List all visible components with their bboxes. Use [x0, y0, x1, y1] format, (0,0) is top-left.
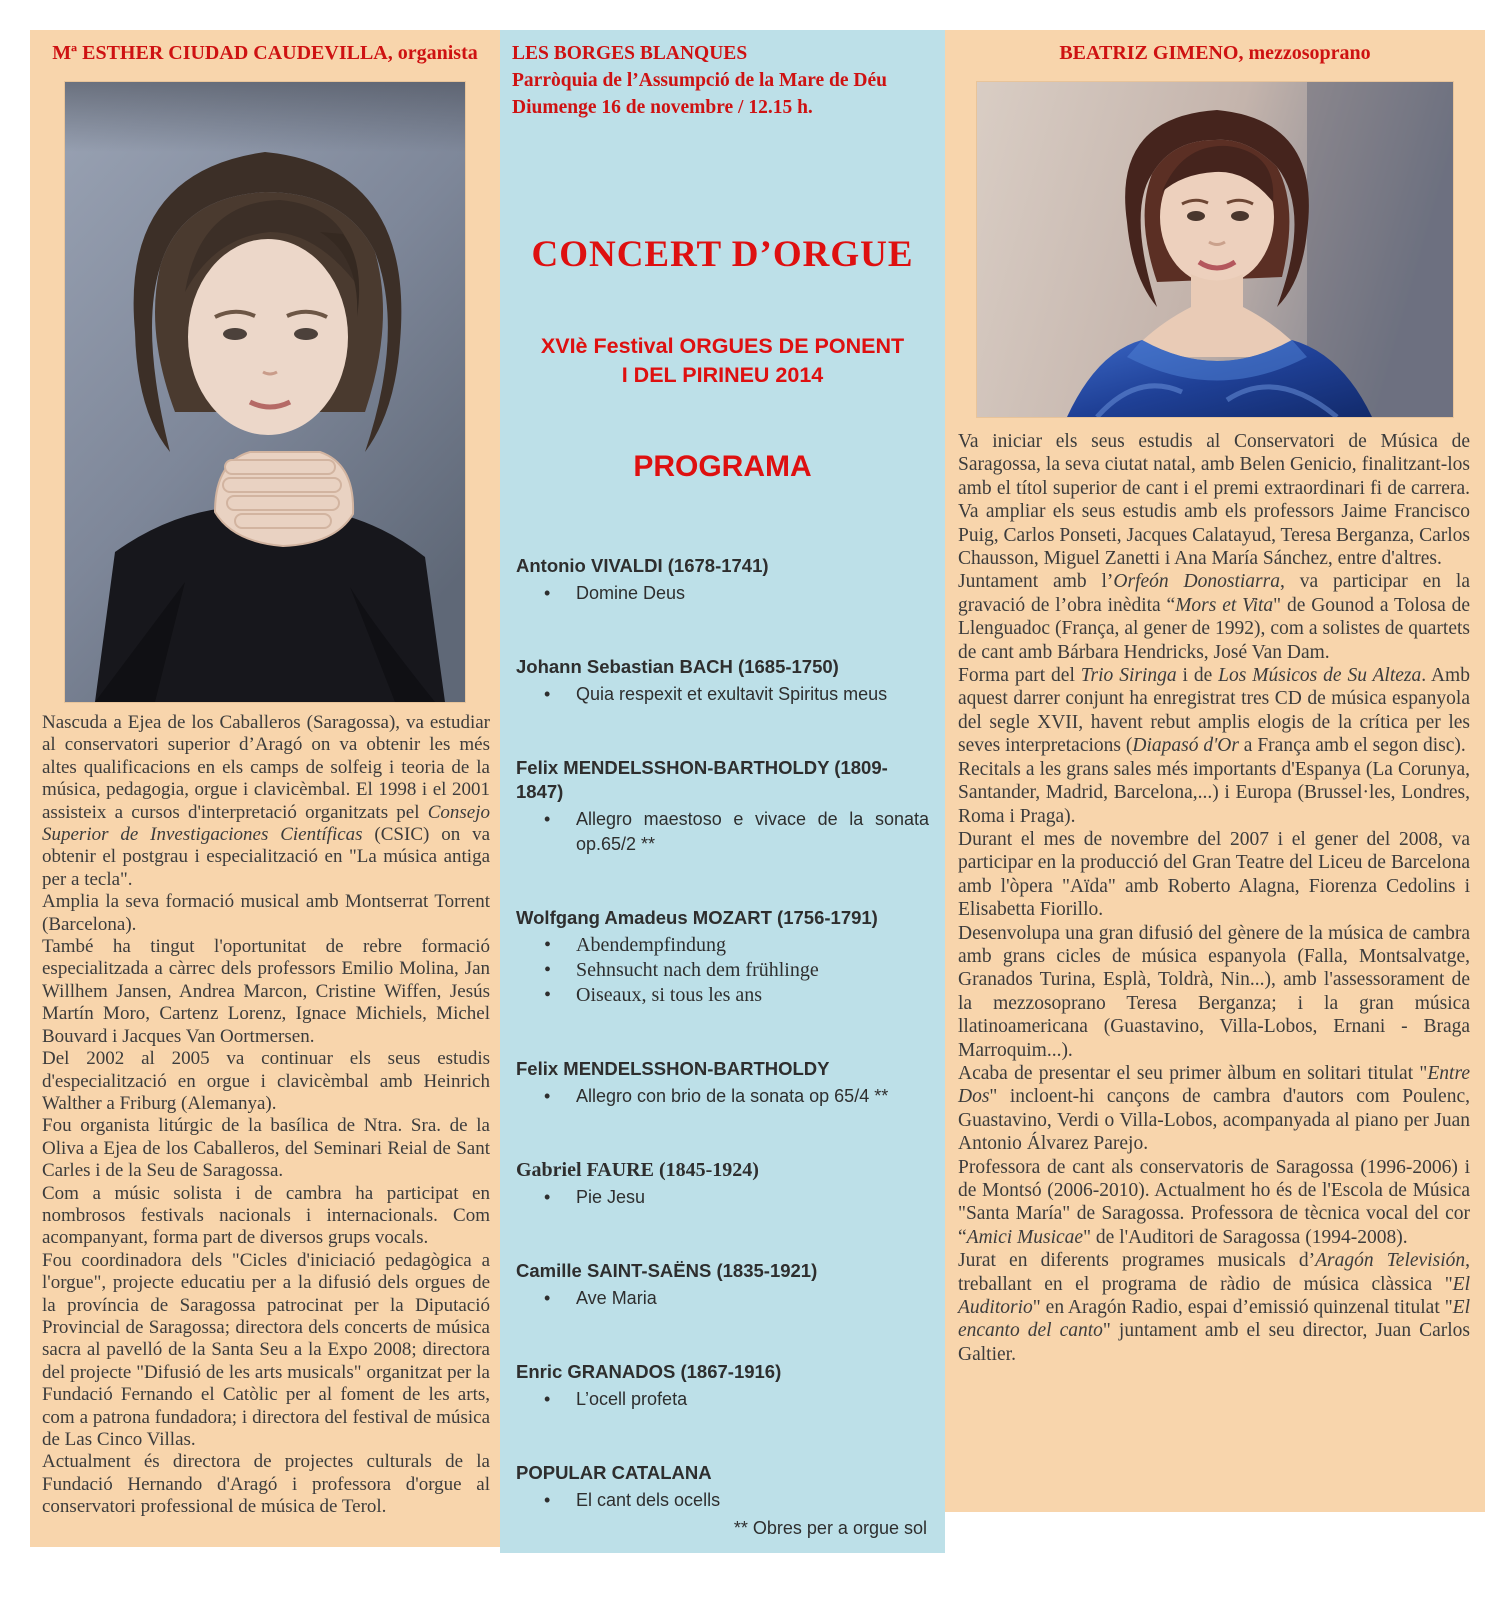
bio-paragraph: Fou coordinadora dels "Cicles d'iniciació pedagògica a l'orgue", projecte educatiu per a la difusió dels orgues de la província de Saragossa patrocinat per la Diputació Provincial de Saragossa; directora dels concerts de música sacra al pavelló de la Santa Seu a la Expo 2008; directora del projecte "Difusió de les arts musicals" organitzat per la Fundació Fernando el Catòlic per al foment de les arts, com a patrona fundadora; i directora del festival de música de Las Cinco Villas. — [42, 1249, 490, 1450]
composer-name: POPULAR CATALANA — [516, 1462, 712, 1483]
piece-item: • Allegro con brio de la sonata op 65/4 ** — [516, 1084, 929, 1109]
bio-paragraph: Fou organista litúrgic de la basílica de Ntra. Sra. de la Oliva a Ejea de los Caballeros, del Seminari Reial de Sant Carles i de la Seu de Saragossa. — [42, 1115, 490, 1182]
venue-datetime: Diumenge 16 de novembre / 12.15 h. — [512, 97, 813, 118]
bio-paragraph: Va iniciar els seus estudis al Conservatori de Música de Saragossa, la seva ciutat natal, amb Belen Genicio, finalitzant-los amb el títol superior de cant i el premi extraordinari fi de carrera. Va ampliar els seus estudis amb els professors Jaime Francisco Puig, Carlos Ponseti, Jacques Calatayud, Teresa Berganza, Carlos Chausson, Miguel Zanetti i Ana María Sánchez, entre d'altres. — [958, 431, 1470, 570]
piece-item: • Sehnsucht nach dem frühlinge — [516, 958, 929, 983]
bio-paragraph: També ha tingut l'oportunitat de rebre formació especialitzada a càrrec dels professors Emilio Molina, Jan Willhem Jansen, Andrea Marcon, Cristine Wiffen, Jesús Martín Moro, Cartenz Lorenz, Ignace Michiels, Michel Bouvard i Jacques Van Oortmersen. — [42, 936, 490, 1047]
piece-item: • Ave Maria — [516, 1286, 929, 1311]
program-list — [500, 554, 945, 1513]
concert-title: CONCERT D’ORGUE — [531, 234, 914, 275]
composer-name: Camille SAINT-SAËNS (1835-1921) — [516, 1260, 818, 1281]
program-group — [516, 1461, 929, 1513]
mezzosoprano-panel — [945, 30, 1485, 1512]
piece-item: • Allegro maestoso e vivace de la sonata op.65/2 ** — [516, 807, 929, 857]
bio-paragraph: Recitals a les grans sales més importants d'Espanya (La Corunya, Santander, Madrid, Barcelona,...) i Europa (Brussel·les, Londres, Roma i Praga). — [958, 758, 1470, 827]
piece-list — [516, 682, 929, 707]
piece-item: • Pie Jesu — [516, 1185, 929, 1210]
festival-line-1: XVIè Festival ORGUES DE PONENT — [540, 334, 905, 358]
program-group — [516, 1158, 929, 1210]
program-panel — [500, 30, 945, 1553]
piece-list — [516, 1488, 929, 1513]
mezzosoprano-bio — [945, 418, 1485, 1366]
festival-line-2: I DEL PIRINEU 2014 — [621, 363, 824, 387]
program-group — [516, 906, 929, 1008]
piece-list — [516, 933, 929, 1008]
organist-header: Mª ESTHER CIUDAD CAUDEVILLA, organista — [52, 42, 478, 64]
bio-paragraph: Professora de cant als conservatoris de Saragossa (1996-2006) i de Montsó (2006-2010). Actualment ho és de l'Escola de Música "Santa María" de Saragossa. Professora de tècnica vocal del cor “Amici Musicae" de l'Auditori de Saragossa (1994-2008). — [958, 1156, 1470, 1248]
mezzosoprano-portrait-photo — [976, 81, 1454, 418]
mezzosoprano-header: BEATRIZ GIMENO, mezzosoprano — [1059, 42, 1371, 64]
bio-paragraph: Amplia la seva formació musical amb Montserrat Torrent (Barcelona). — [42, 891, 490, 935]
piece-item: • Quia respexit et exultavit Spiritus meus — [516, 682, 929, 707]
bio-paragraph: Actualment és directora de projectes culturals de la Fundació Hernando d'Aragó i professora d'orgue al conservatori professional de música de Terol. — [42, 1451, 490, 1518]
bio-paragraph: Jurat en diferents programes musicals d’Aragón Televisión, treballant en el programa de ràdio de música clàssica "El Auditorio" en Aragón Radio, espai d’emissió quinzenal titulat "El encanto del canto" juntament amb el seu director, Juan Carlos Galtier. — [958, 1250, 1471, 1365]
bio-paragraph: Del 2002 al 2005 va continuar els seus estudis d'especialització en orgue i clavicèmbal amb Heinrich Walther a Friburg (Alemanya). — [42, 1048, 490, 1114]
bio-paragraph: Nascuda a Ejea de los Caballeros (Saragossa), va estudiar al conservatori superior d’Aragó on va obtenir les més altes qualificacions en els camps de solfeig i teoria de la música, pedagogia, orgue i clavicèmbal. El 1998 i el 2001 assisteix a cursos d'interpretació organitzats pel Consejo Superior de Investigaciones Científicas (CSIC) on va obtenir el postgrau i especialització en "La música antiga per a tecla". — [42, 712, 490, 890]
piece-item: • Oiseaux, si tous les ans — [516, 983, 929, 1008]
organist-panel — [30, 30, 500, 1547]
bio-paragraph: Forma part del Trio Siringa i de Los Músicos de Su Alteza. Amb aquest darrer conjunt ha enregistrat tres CD de música espanyola del segle XVII, havent rebut amplis elogis de la crítica per les seves interpretacions (Diapasó d'Or a França amb el segon disc). — [958, 665, 1470, 757]
program-group — [516, 655, 929, 707]
festival-name — [500, 332, 945, 390]
bio-paragraph: Com a músic solista i de cambra ha participat en nombrosos festivals nacionals i internacionals. Com acompanyant, forma part de diversos grups vocals. — [42, 1182, 490, 1249]
program-group — [516, 1259, 929, 1311]
program-group — [516, 756, 929, 857]
venue-church: Parròquia de l’Assumpció de la Mare de Déu — [512, 70, 887, 91]
bio-paragraph: Desenvolupa una gran difusió del gènere de la música de cambra amb grans cicles de música espanyola (Falla, Montsalvatge, Granados Turina, Esplà, Toldrà, Nin...), amb l'assessorament de la mezzosoprano Teresa Berganza; i la gran música llatinoamericana (Guastavino, Villa-Lobos, Ernani - Braga Marroquim...). — [958, 922, 1470, 1061]
organist-bio — [30, 703, 500, 1519]
composer-name: Wolfgang Amadeus MOZART (1756-1791) — [516, 907, 878, 928]
bio-paragraph: Acaba de presentar el seu primer àlbum en solitari titulat "Entre Dos" incloent-hi cançons de cambra d'autors com Poulenc, Guastavino, Verdi o Villa-Lobos, acompanyada al piano per Juan Antonio Álvarez Parejo. — [958, 1062, 1470, 1155]
venue-block — [500, 30, 945, 121]
piece-list — [516, 807, 929, 857]
bio-paragraph: Juntament amb l’Orfeón Donostiarra, va participar en la gravació de l’obra inèdita “Mors et Vita" de Gounod a Tolosa de Llenguadoc (França, al gener de 1992), com a solistes de quartets de cant amb Bárbara Hendricks, José Van Dam. — [958, 571, 1471, 663]
composer-name: Felix MENDELSSHON-BARTHOLDY — [516, 1058, 830, 1079]
bio-paragraph: Durant el mes de novembre del 2007 i el gener del 2008, va participar en la producció del Gran Teatre del Liceu de Barcelona amb l'òpera "Aïda" amb Roberto Alagna, Fiorenza Cedolins i Elisabetta Fiorillo. — [958, 828, 1470, 921]
composer-name: Enric GRANADOS (1867-1916) — [516, 1361, 782, 1382]
piece-item: • L’ocell profeta — [516, 1387, 929, 1412]
program-group — [516, 1360, 929, 1412]
piece-list — [516, 1387, 929, 1412]
piece-list — [516, 1084, 929, 1109]
piece-list — [516, 581, 929, 606]
composer-name: Johann Sebastian BACH (1685-1750) — [516, 656, 839, 677]
composer-name: Gabriel FAURE (1845-1924) — [516, 1159, 759, 1181]
program-group — [516, 554, 929, 606]
piece-item: • Abendempfindung — [516, 933, 929, 958]
piece-item: • Domine Deus — [516, 581, 929, 606]
program-heading: PROGRAMA — [633, 450, 812, 483]
composer-name: Felix MENDELSSHON-BARTHOLDY (1809-1847) — [516, 757, 888, 802]
program-group — [516, 1057, 929, 1109]
piece-list — [516, 1286, 929, 1311]
piece-item: • El cant dels ocells — [516, 1488, 929, 1513]
composer-name: Antonio VIVALDI (1678-1741) — [516, 555, 769, 576]
organist-portrait-photo — [64, 81, 466, 703]
organ-solo-footnote: ** Obres per a orgue sol — [733, 1518, 927, 1538]
piece-list — [516, 1185, 929, 1210]
venue-town: LES BORGES BLANQUES — [512, 43, 748, 64]
